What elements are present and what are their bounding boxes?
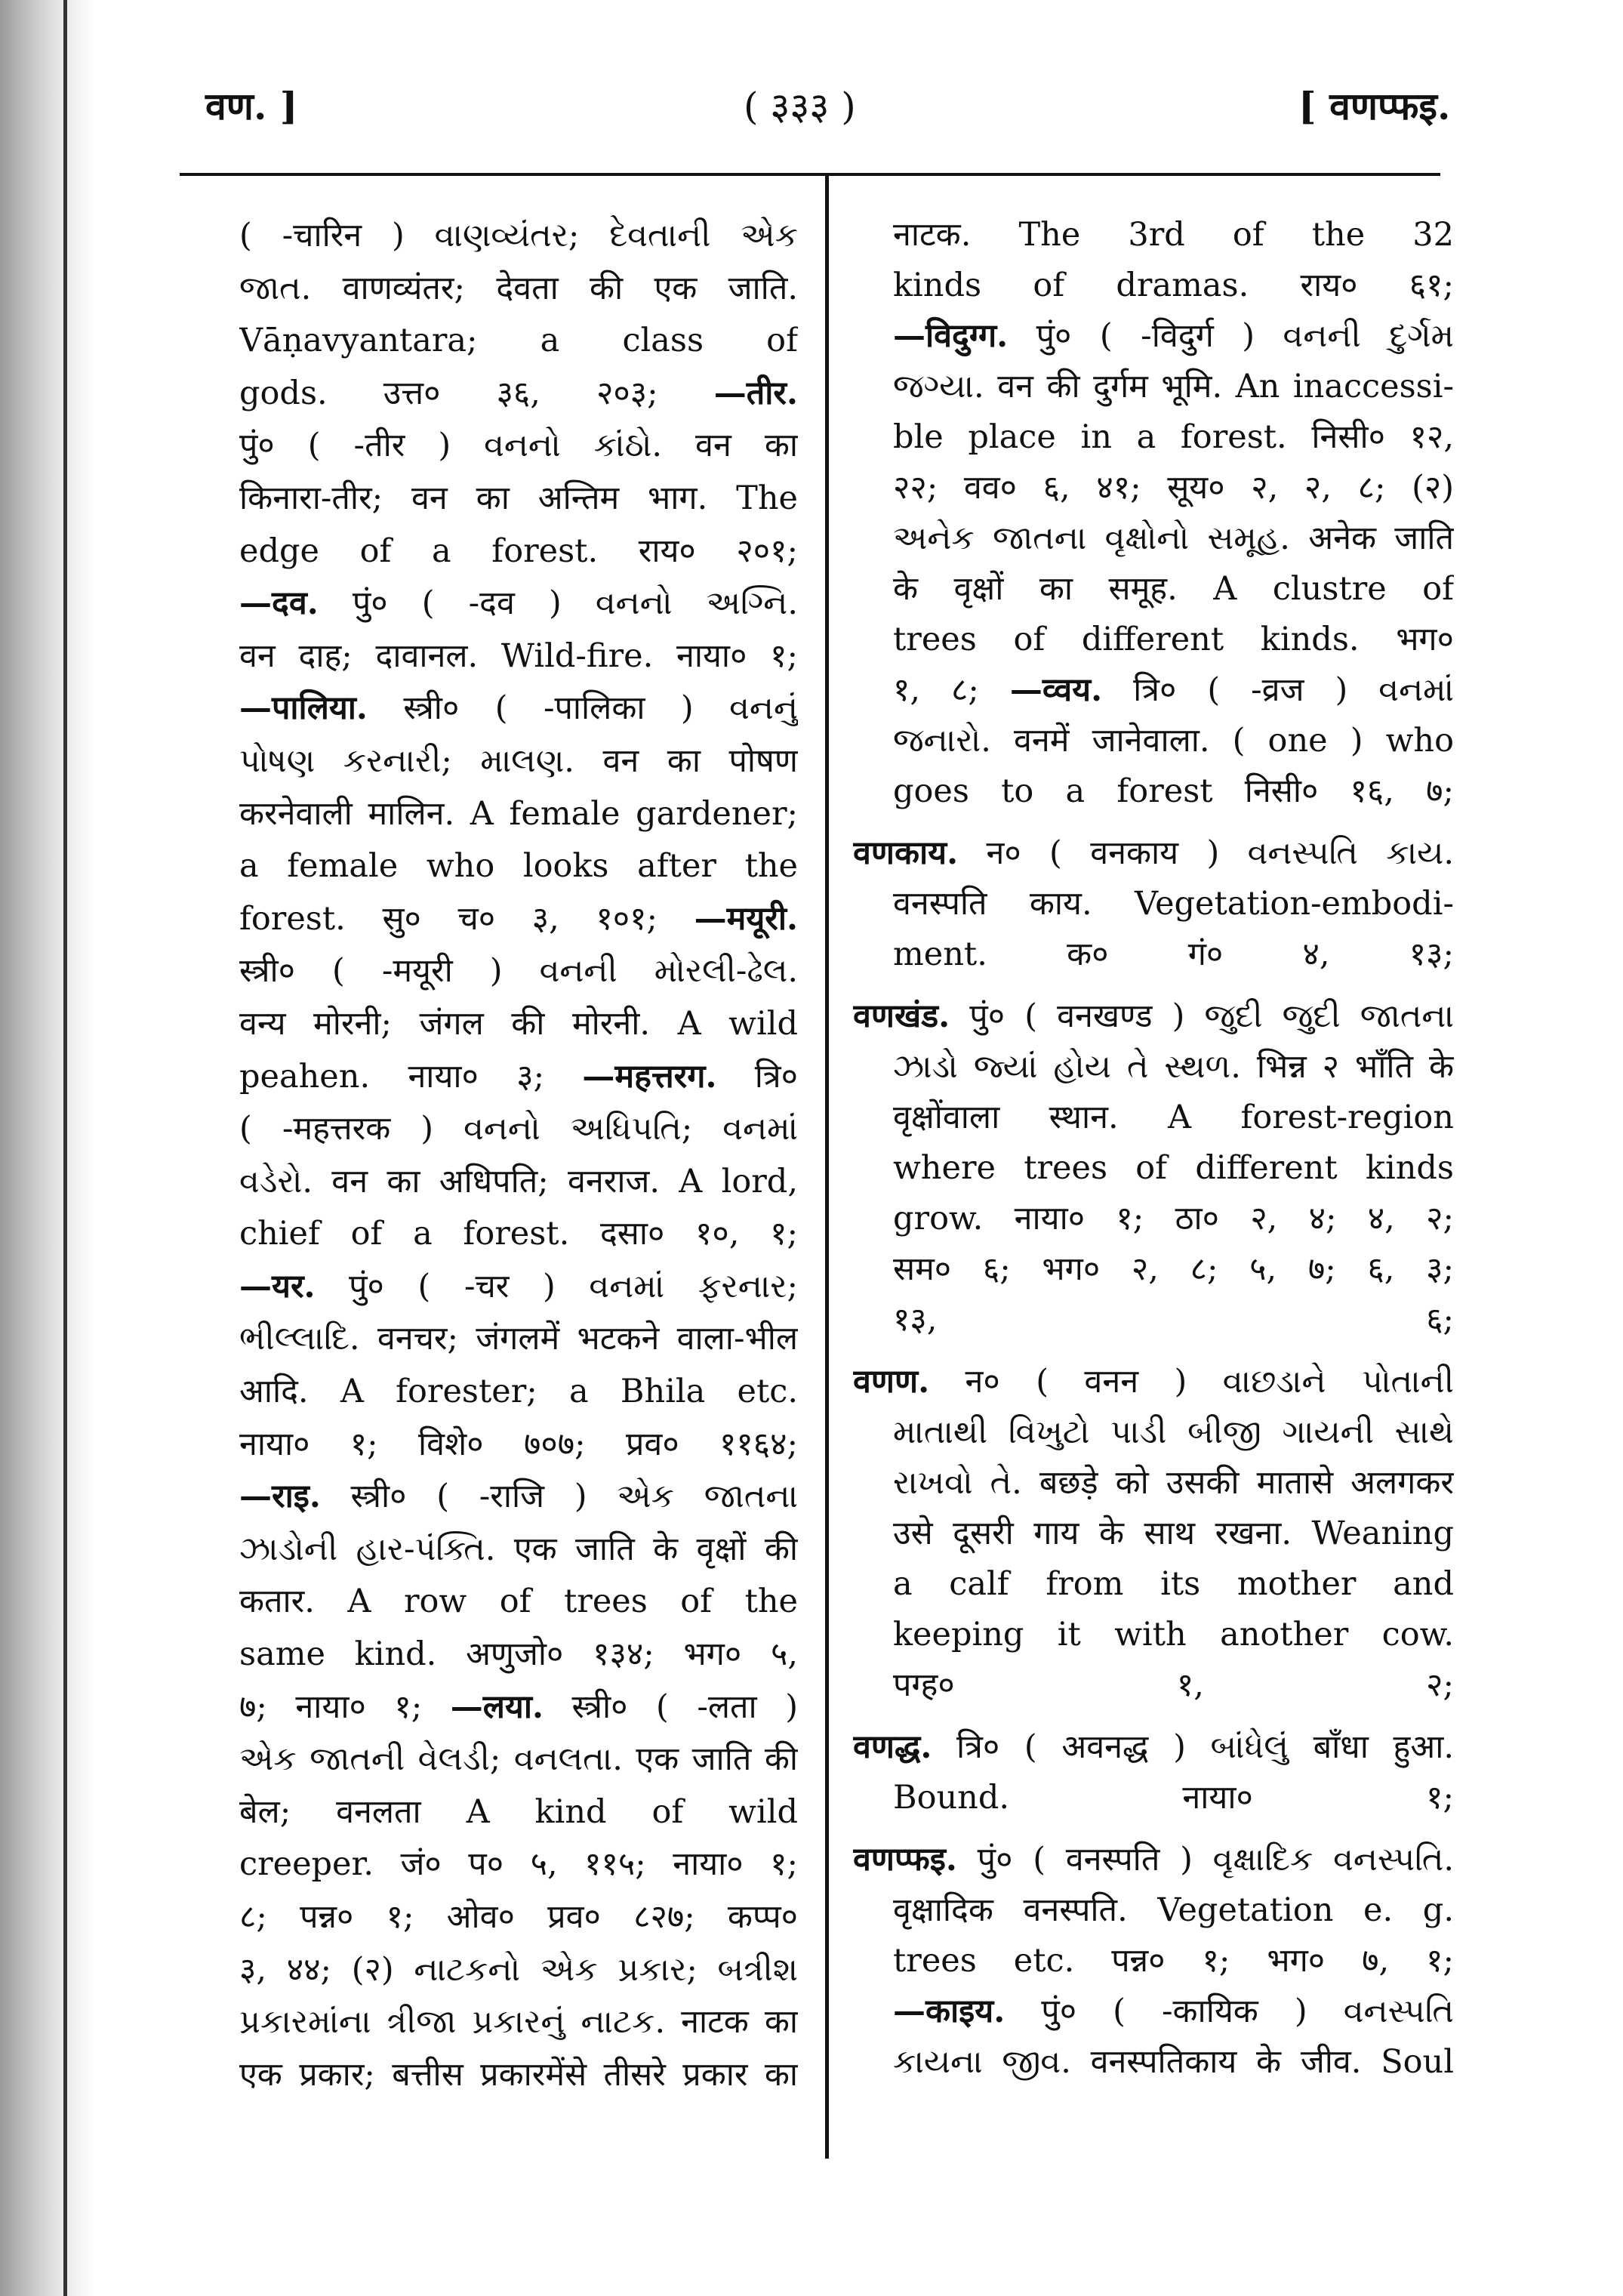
dictionary-line: ઝાડોની હાર-પંક્તિ. एक जाति के वृक्षों की xyxy=(239,1530,798,1568)
dictionary-line: ભીલ્લાદિ. वनचर; जंगलमें भटकने वाला-भील xyxy=(239,1320,798,1358)
dictionary-line: જાત. वाणव्यंतर; देवता की एक जाति. xyxy=(239,269,798,307)
headword: —पालिया. xyxy=(239,689,368,728)
dictionary-line: grow. नाया० १; ठा० २, ४; ४, २; xyxy=(893,1200,1454,1237)
dictionary-line: —राइ. स्त्री० ( -राजि ) એક જાતના xyxy=(239,1478,798,1516)
dictionary-line: Bound. नाया० १; xyxy=(893,1779,1454,1817)
dictionary-line: ३, ४४; (२) નાટકનો એક પ્રકાર; બત્રીશ xyxy=(239,1950,798,1989)
dictionary-line: પ્રકારમાંના ત્રીજા પ્રકારનું નાટક. नाटक का xyxy=(239,2003,798,2042)
dictionary-line: where trees of different kinds xyxy=(893,1149,1454,1187)
dictionary-line: Vāṇavyantara; a class of xyxy=(239,322,798,360)
dictionary-entry-start: वणकाय. न० ( वनकाय ) વનસ્પતિ કાય. xyxy=(853,834,1454,872)
page-number: ( ३३३ ) xyxy=(744,85,856,128)
dictionary-line: ment. क० गं० ४, १३; xyxy=(893,935,1454,973)
left-column xyxy=(239,210,798,2101)
dictionary-line: —यर. पुं० ( -चर ) વનમાં ફરનાર; xyxy=(239,1267,798,1305)
dictionary-entry-start: वणखंड. पुं० ( वनखण्ड ) જુદી જુદી જાતના xyxy=(853,997,1454,1035)
dictionary-line: ८; पन्न० १; ओव० प्रव० ८२७; कप्प० xyxy=(239,1898,798,1936)
dictionary-line: के वृक्षों का समूह. A clustre of xyxy=(893,570,1454,608)
dictionary-entry-start: वणण. न० ( वनन ) વાછડાને પોતાની xyxy=(853,1363,1454,1401)
dictionary-line: वन दाह; दावानल. Wild-fire. नाया० १; xyxy=(239,636,798,675)
dictionary-line: ble place in a forest. निसी० १२, xyxy=(893,418,1454,456)
headword: वणद्ध. xyxy=(853,1728,932,1766)
headword: —तीर. xyxy=(713,374,798,412)
right-column xyxy=(853,210,1454,2088)
dictionary-line: —दव. पुं० ( -दव ) વનનો અગ્નિ. xyxy=(239,584,798,623)
headword: वणकाय. xyxy=(853,834,959,872)
dictionary-line: किनारा-तीर; वन का अन्तिम भाग. The xyxy=(239,479,798,517)
dictionary-line: forest. सु० च० ३, १०१; —मयूरी. xyxy=(239,899,798,938)
dictionary-line: એક જાતની વેલડી; વનલતા. एक जाति की xyxy=(239,1740,798,1779)
dictionary-line: creeper. जं० प० ५, ११५; नाया० १; xyxy=(239,1845,798,1884)
dictionary-line: પોષણ કરનારી; માલણ. वन का पोषण xyxy=(239,741,798,780)
dictionary-line: १३, ६; xyxy=(893,1301,1454,1339)
dictionary-line: peahen. नाया० ३; —महत्तरग. त्रि० xyxy=(239,1057,798,1096)
dictionary-line: chief of a forest. दसा० १०, १; xyxy=(239,1215,798,1253)
dictionary-line: kinds of dramas. राय० ६१; xyxy=(893,267,1454,304)
dictionary-line: trees of different kinds. भग० xyxy=(893,621,1454,658)
dictionary-line: માતાથી વિખુટો પાડી બીજી ગાયની સાથે xyxy=(893,1413,1454,1451)
dictionary-line: १, ८; —व्वय. त्रि० ( -व्रज ) વનમાં xyxy=(893,671,1454,709)
dictionary-line: उसे दूसरी गाय के साथ रखना. Weaning xyxy=(893,1515,1454,1552)
dictionary-line: वृक्षादिक वनस्पति. Vegetation e. g. xyxy=(893,1891,1454,1929)
dictionary-line: ઝાડો જ્યાં હોય તે સ્થળ. भिन्न २ भाँति के xyxy=(893,1048,1454,1086)
header-first-word: वण. ] xyxy=(205,84,298,128)
dictionary-line: a female who looks after the xyxy=(239,847,798,886)
dictionary-line: જગ્યા. वन की दुर्गम भूमि. An inaccessi- xyxy=(893,368,1454,405)
dictionary-line: વડેરો. वन का अधिपति; वनराज. A lord, xyxy=(239,1162,798,1200)
headword: —मयूरी. xyxy=(694,899,798,938)
dictionary-line: કાયના જીવ. वनस्पतिकाय के जीव. Soul xyxy=(893,2043,1454,2081)
header-rule xyxy=(180,173,1440,176)
dictionary-line: २२; वव० ६, ४१; सूय० २, २, ८; (२) xyxy=(893,469,1454,507)
dictionary-line: —काइय. पुं० ( -कायिक ) વનસ્પતિ xyxy=(893,1992,1454,2030)
dictionary-line: कतार. A row of trees of the xyxy=(239,1583,798,1621)
dictionary-line: રાખવો તે. बछड़े को उसकी मातासे अलगकर xyxy=(893,1464,1454,1502)
dictionary-line: edge of a forest. राय० २०१; xyxy=(239,532,798,570)
headword: —दव. xyxy=(239,584,319,623)
headword: —लया. xyxy=(450,1687,544,1726)
dictionary-entry-start: वणद्ध. त्रि० ( अवनद्ध ) બાંધેલું बाँधा हुआ. xyxy=(853,1728,1454,1766)
headword: —काइय. xyxy=(893,1992,1006,2030)
dictionary-line: वन्य मोरनी; जंगल की मोरनी. A wild xyxy=(239,1004,798,1043)
dictionary-line: ( -चारिन ) વાણવ્યંતર; દેવતાની એક xyxy=(239,217,798,254)
headword: —व्वय. xyxy=(1009,671,1103,709)
dictionary-line: trees etc. पन्न० १; भग० ७, १; xyxy=(893,1942,1454,1980)
dictionary-line: —विदुग्ग. पुं० ( -विदुर्ग ) વનની દુર્ગમ xyxy=(893,317,1454,355)
dictionary-line: —पालिया. स्त्री० ( -पालिका ) વનનું xyxy=(239,689,798,728)
dictionary-line: स्त्री० ( -मयूरी ) વનની મોરલી-ઢેલ. xyxy=(239,952,798,991)
dictionary-line: અનેક જાતના વૃક્ષોનો સમૂહ. अनेक जाति xyxy=(893,519,1454,557)
binding-line xyxy=(63,0,67,2296)
headword: —विदुग्ग. xyxy=(893,317,1009,355)
dictionary-line: पग्ह० १, २; xyxy=(893,1666,1454,1704)
dictionary-line: keeping it with another cow. xyxy=(893,1616,1454,1653)
headword: वणप्फइ. xyxy=(853,1841,957,1878)
dictionary-line: नाटक. The 3rd of the 32 xyxy=(893,216,1454,254)
column-divider xyxy=(825,173,829,2159)
dictionary-line: ७; नाया० १; —लया. स्त्री० ( -लता ) xyxy=(239,1687,798,1726)
dictionary-line: a calf from its mother and xyxy=(893,1565,1454,1603)
dictionary-line: करनेवाली मालिन. A female gardener; xyxy=(239,794,798,833)
dictionary-line: बेल; वनलता A kind of wild xyxy=(239,1792,798,1831)
dictionary-line: सम० ६; भग० २, ८; ५, ७; ६, ३; xyxy=(893,1250,1454,1288)
dictionary-line: gods. उत्त० ३६, २०३; —तीर. xyxy=(239,374,798,412)
dictionary-line: goes to a forest निसी० १६, ७; xyxy=(893,772,1454,810)
dictionary-line: पुं० ( -तीर ) વનનો કાંઠો. वन का xyxy=(239,427,798,465)
dictionary-line: वनस्पति काय. Vegetation-embodi- xyxy=(893,885,1454,923)
dictionary-line: एक प्रकार; बत्तीस प्रकारमेंसे तीसरे प्रकार का xyxy=(239,2055,798,2094)
dictionary-line: same kind. अणुजो० १३४; भग० ५, xyxy=(239,1635,798,1674)
dictionary-line: आदि. A forester; a Bhila etc. xyxy=(239,1373,798,1411)
headword: —महत्तरग. xyxy=(582,1057,717,1096)
dictionary-entry-start: वणप्फइ. पुं० ( वनस्पति ) વૃક્ષાદિક વનસ્પતિ. xyxy=(853,1841,1454,1878)
dictionary-line: नाया० १; विशे० ७०७; प्रव० ११६४; xyxy=(239,1425,798,1463)
dictionary-line: જનારો. वनमें जानेवाला. ( one ) who xyxy=(893,722,1454,760)
dictionary-line: वृक्षोंवाला स्थान. A forest-region xyxy=(893,1099,1454,1136)
headword: वणखंड. xyxy=(853,997,950,1035)
headword: —यर. xyxy=(239,1267,316,1305)
headword: —राइ. xyxy=(239,1478,321,1516)
scan-edge-shadow xyxy=(0,0,94,2296)
dictionary-line: ( -महत्तरक ) વનનો અધિપતિ; વનમાં xyxy=(239,1110,798,1148)
header-last-word: [ वणप्फइ. xyxy=(1298,84,1451,128)
headword: वणण. xyxy=(853,1363,930,1401)
